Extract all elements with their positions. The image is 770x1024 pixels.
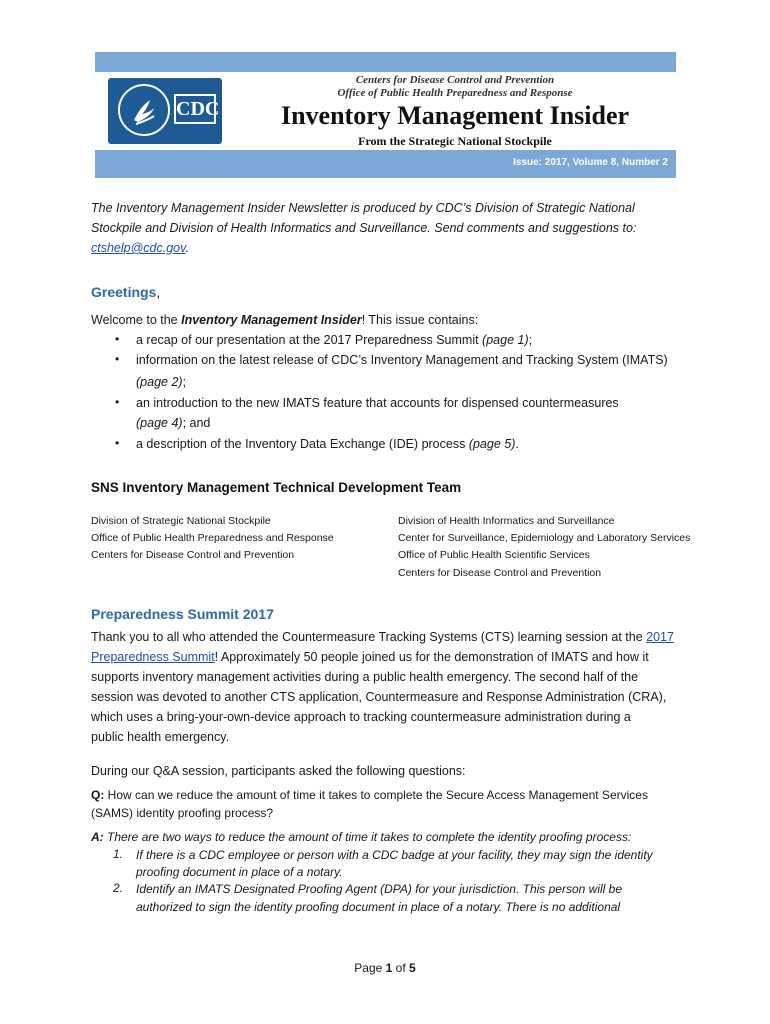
bullet-icon: •: [115, 332, 120, 346]
answer-item-line: Identify an IMATS Designated Proofing Agent (DPA) for your jurisdiction. This person will be: [136, 882, 622, 896]
hhs-seal-icon: [118, 84, 170, 136]
page-number: Page 1 of 5: [354, 961, 416, 975]
list-item: information on the latest release of CDC’s Inventory Management and Tracking System (IMATS): [136, 353, 668, 367]
welcome-line: Welcome to the Inventory Management Insider! This issue contains:: [91, 313, 479, 327]
intro-line-2: Stockpile and Division of Health Informatics and Surveillance. Send comments and suggestions to:: [91, 221, 637, 235]
list-item-continuation: (page 2);: [136, 375, 187, 389]
answer-line: A: There are two ways to reduce the amount of time it takes to complete the identity proofing process:: [91, 830, 632, 844]
answer-item-line: If there is a CDC employee or person with a CDC badge at your facility, they may sign the identity: [136, 848, 653, 862]
summit-line: public health emergency.: [91, 730, 230, 744]
summit-line: Thank you to all who attended the Countermeasure Tracking Systems (CTS) learning session at the 2017: [91, 630, 674, 644]
summit-line: which uses a bring-your-own-device approach to tracking countermeasure administration during a: [91, 710, 631, 724]
cdc-logo-text: CDC: [174, 94, 216, 124]
list-item: a description of the Inventory Data Exchange (IDE) process (page 5).: [136, 437, 519, 451]
answer-item-number: 1.: [113, 847, 124, 861]
team-heading: SNS Inventory Management Technical Development Team: [91, 480, 462, 495]
summit-link[interactable]: 2017: [646, 630, 674, 644]
summit-heading: Preparedness Summit 2017: [91, 606, 274, 622]
summit-line: supports inventory management activities during a public health emergency. The second half of the: [91, 670, 639, 684]
cdc-logo: [108, 78, 222, 144]
issue-label: Issue: 2017, Volume 8, Number 2: [513, 157, 668, 168]
team-right-line: Centers for Disease Control and Prevention: [398, 567, 602, 579]
intro-line-3: ctshelp@cdc.gov.: [91, 241, 189, 255]
header-band-top: [95, 52, 676, 72]
team-right-line: Office of Public Health Scientific Services: [398, 549, 590, 561]
team-right-line: Center for Surveillance, Epidemiology and Laboratory Services: [398, 532, 691, 544]
summit-line: session was devoted to another CTS application, Countermeasure and Response Administration (CRA),: [91, 690, 667, 704]
bullet-icon: •: [115, 352, 120, 366]
answer-item-line: authorized to sign the identity proofing document in place of a notary. There is no additional: [136, 900, 621, 914]
list-item: an introduction to the new IMATS feature that accounts for dispensed countermeasures: [136, 396, 619, 410]
summit-line: Preparedness Summit! Approximately 50 people joined us for the demonstration of IMATS and how it: [91, 650, 649, 664]
qa-intro: During our Q&A session, participants asked the following questions:: [91, 764, 466, 778]
org-line-2: Office of Public Health Preparedness and Response: [337, 87, 573, 99]
org-line-1: Centers for Disease Control and Prevention: [355, 74, 555, 86]
team-left-line: Division of Strategic National Stockpile: [91, 515, 271, 527]
contact-email-link[interactable]: ctshelp@cdc.gov: [91, 241, 186, 255]
answer-item-number: 2.: [113, 881, 124, 895]
summit-link[interactable]: Preparedness Summit: [91, 650, 215, 664]
list-item: a recap of our presentation at the 2017 Preparedness Summit (page 1);: [136, 333, 533, 347]
bullet-icon: •: [115, 395, 120, 409]
question-line: (SAMS) identity proofing process?: [91, 806, 274, 820]
team-left-line: Centers for Disease Control and Prevention: [91, 549, 295, 561]
greetings-heading: Greetings,: [91, 284, 161, 300]
question-line: Q: How can we reduce the amount of time it takes to complete the Secure Access Management Services: [91, 788, 648, 802]
intro-line-1: The Inventory Management Insider Newsletter is produced by CDC’s Division of Strategic National: [91, 201, 635, 215]
newsletter-subtitle: From the Strategic National Stockpile: [358, 134, 552, 148]
list-item-continuation: (page 4); and: [136, 416, 211, 430]
newsletter-title: Inventory Management Insider: [280, 101, 630, 130]
bullet-icon: •: [115, 436, 120, 450]
answer-item-line: proofing document in place of a notary.: [136, 865, 343, 879]
team-right-line: Division of Health Informatics and Surveillance: [398, 515, 615, 527]
team-left-line: Office of Public Health Preparedness and Response: [91, 532, 334, 544]
eagle-icon: [120, 86, 168, 134]
